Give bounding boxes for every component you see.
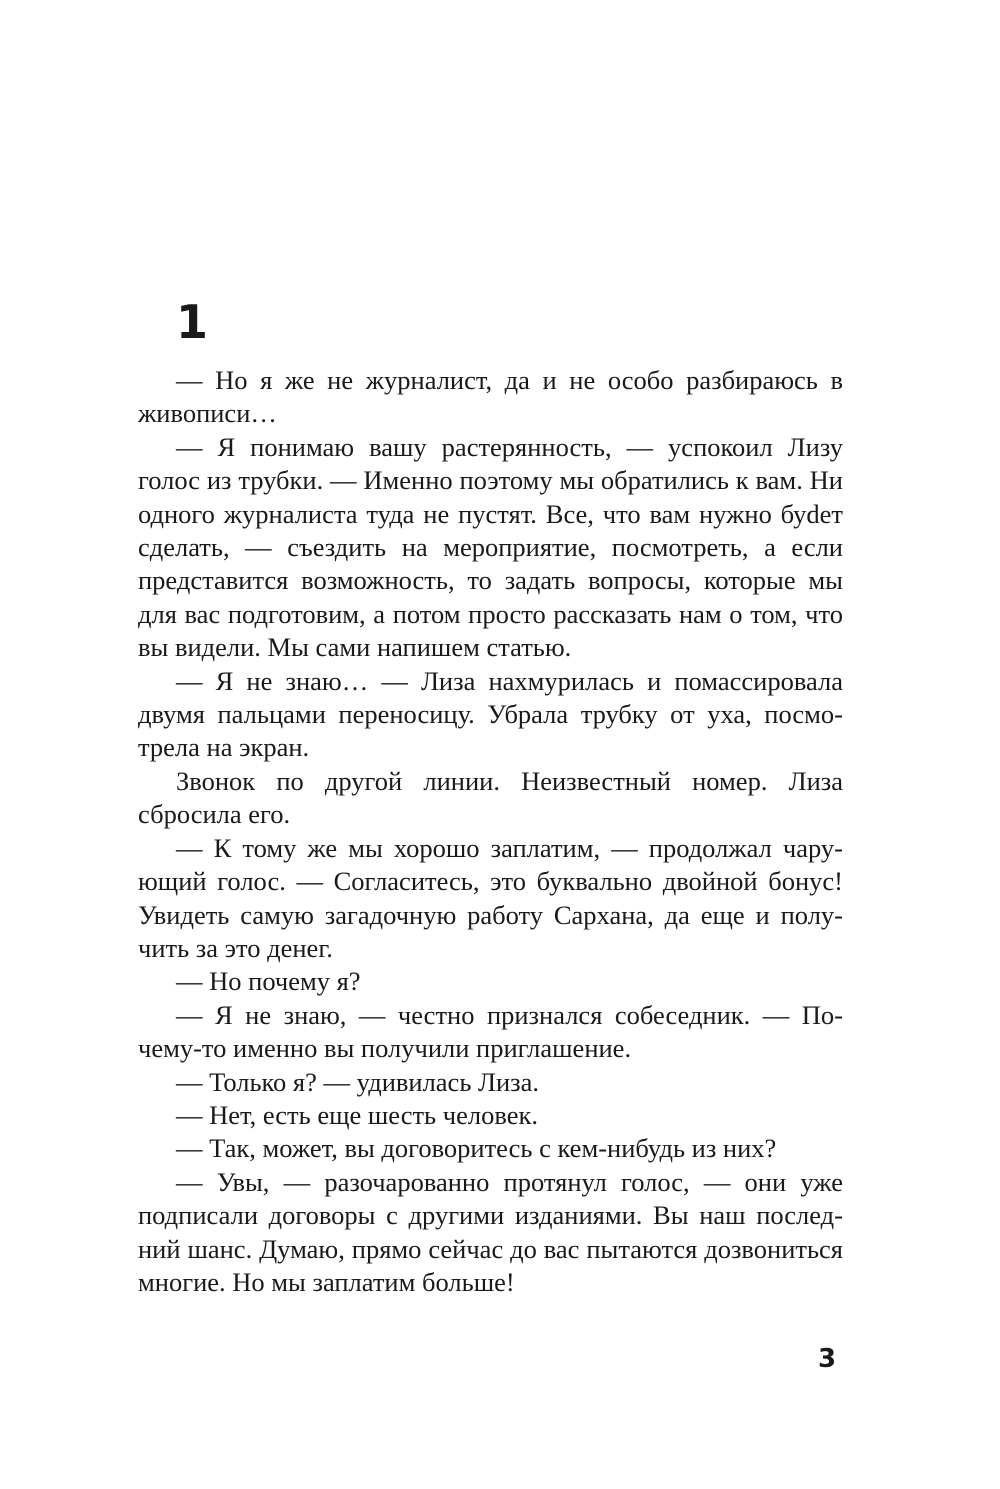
- paragraph: — Нет, есть еще шесть человек.: [176, 1099, 538, 1130]
- paragraph: Звонок по другой линии. Неизвестный номер. Лиза сбросила его.: [138, 765, 843, 830]
- paragraph: — Только я? — удивилась Лиза.: [176, 1066, 540, 1097]
- paragraph: — Но почему я?: [176, 966, 361, 997]
- paragraph: — Но я же не журналист, да и не особо разбираюсь в живописи…: [138, 365, 843, 429]
- paragraph: — Я не знаю, — честно признался собеседник. — Почему-то именно вы получили приглашение.: [138, 999, 843, 1064]
- chapter-number: 1: [176, 295, 209, 349]
- paragraph: — К тому же мы хорошо заплатим, — продолжал чарующий голос. — Согласитесь, это буквально двойной бонус! Увидеть самую загадочную работу Сархана, да еще и получить за это денег.: [138, 832, 843, 963]
- paragraph: — Я не знаю… — Лиза нахмурилась и помассировала двумя пальцами переносицу. Убрала трубку от уха, посмотрела на экран.: [138, 665, 843, 763]
- body-text: [138, 364, 843, 1299]
- paragraph: — Так, может, вы договоритесь с кем-нибудь из них?: [176, 1133, 777, 1164]
- paragraph: — Я понимаю вашу растерянность, — успокоил Лизу голос из трубки. — Именно поэтому мы обратились к вам. Ни одного журналиста туда не пустят. Все, что вам нужно буdет сделать, — съездить на мероприятие, посмотреть, а если представится возможность, то задать вопросы, которые мы для вас подготовим, а потом просто рассказать нам о том, что вы видели. Мы сами напишем статью.: [138, 431, 843, 663]
- page-number: 3: [818, 1344, 837, 1374]
- paragraph: — Увы, — разочарованно протянул голос, — они уже подписали договоры с другими изданиями. Вы наш последний шанс. Думаю, прямо сейчас до вас пытаются дозвониться многие. Но мы заплатим больше!: [138, 1166, 843, 1297]
